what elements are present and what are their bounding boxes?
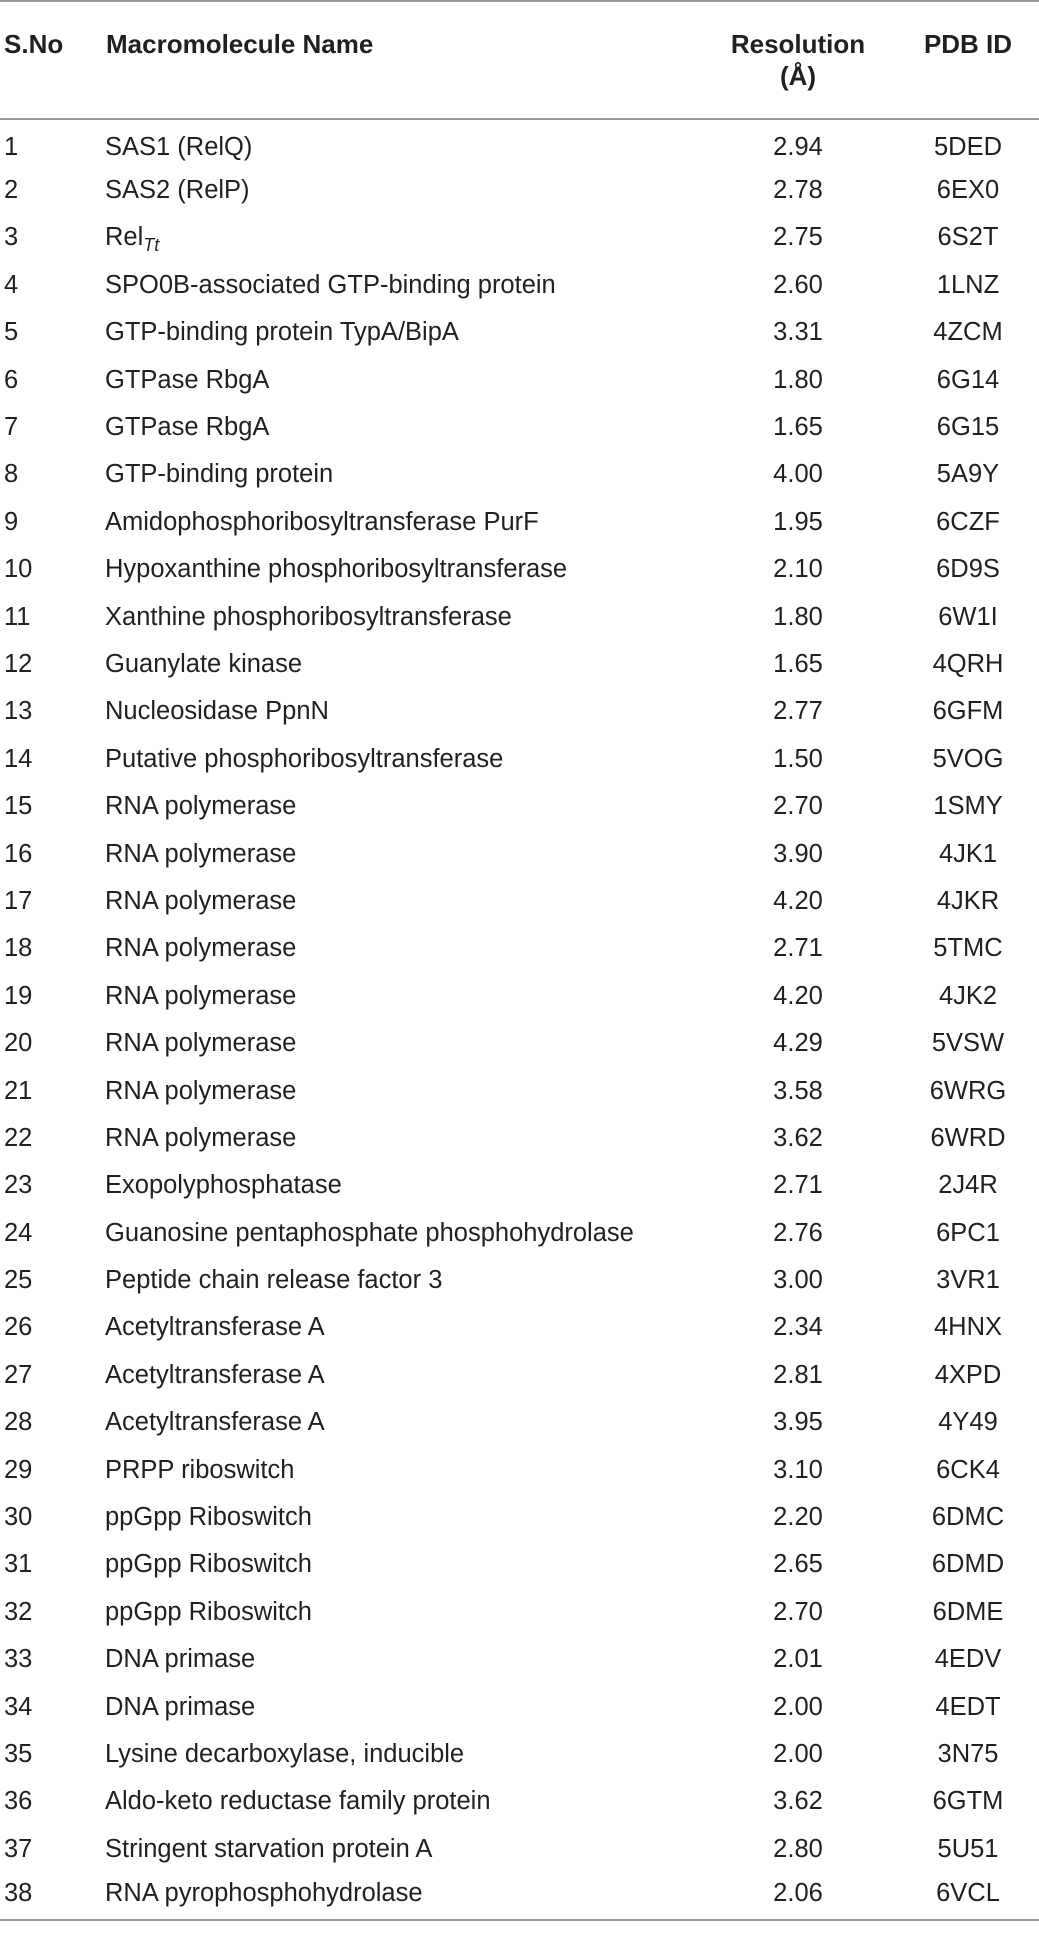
cell-sno: 22 (4, 1123, 33, 1152)
cell-name: ppGpp Riboswitch (105, 1503, 312, 1532)
cell-resolution: 1.65 (773, 649, 823, 678)
table-row (0, 166, 1039, 213)
cell-name-subscript: Tt (143, 235, 160, 256)
cell-sno: 31 (4, 1550, 33, 1579)
table-row (0, 640, 1039, 687)
cell-name: DNA primase (105, 1645, 256, 1674)
cell-sno: 6 (4, 365, 19, 394)
table-row (0, 1256, 1039, 1303)
cell-name: RNA polymerase (105, 839, 297, 868)
cell-name: SAS1 (RelQ) (105, 133, 253, 162)
cell-resolution: 2.00 (773, 1739, 823, 1768)
cell-name: Stringent starvation protein A (105, 1834, 433, 1863)
cell-sno: 5 (4, 318, 19, 347)
cell-sno: 33 (4, 1645, 33, 1674)
cell-sno: 36 (4, 1787, 33, 1816)
cell-name: GTPase RbgA (105, 365, 270, 394)
cell-pdb-id: 6GFM (932, 697, 1004, 726)
cell-name: GTPase RbgA (105, 413, 270, 442)
cell-name: Guanosine pentaphosphate phosphohydrolase (105, 1218, 634, 1247)
cell-sno: 20 (4, 1029, 33, 1058)
cell-name: Exopolyphosphatase (105, 1171, 342, 1200)
table-row (0, 1446, 1039, 1493)
cell-name: DNA primase (105, 1692, 256, 1721)
cell-name: GTP-binding protein (105, 460, 334, 489)
cell-name: RNA polymerase (105, 886, 297, 915)
cell-resolution: 3.58 (773, 1076, 823, 1105)
table-row (0, 1162, 1039, 1209)
cell-resolution: 2.70 (773, 792, 823, 821)
cell-name: Guanylate kinase (105, 649, 303, 678)
table-row (0, 1683, 1039, 1730)
cell-resolution: 3.62 (773, 1787, 823, 1816)
cell-sno: 17 (4, 886, 33, 915)
cell-sno: 13 (4, 697, 33, 726)
cell-name: Peptide chain release factor 3 (105, 1266, 443, 1295)
cell-name: RNA polymerase (105, 1123, 297, 1152)
cell-pdb-id: 6DMD (931, 1550, 1005, 1579)
cell-resolution: 2.71 (773, 934, 823, 963)
table-row (0, 309, 1039, 356)
cell-resolution: 3.31 (773, 318, 823, 347)
table-row (0, 1019, 1039, 1066)
cell-resolution: 1.95 (773, 507, 823, 536)
table-row (0, 925, 1039, 972)
cell-pdb-id: 6CK4 (936, 1455, 1000, 1484)
cell-pdb-id: 5TMC (933, 934, 1003, 963)
cell-resolution: 4.20 (773, 886, 823, 915)
cell-pdb-id: 1SMY (933, 792, 1003, 821)
table-row (0, 356, 1039, 403)
cell-sno: 11 (4, 602, 31, 631)
cell-resolution: 1.80 (773, 602, 823, 631)
cell-sno: 35 (4, 1739, 33, 1768)
cell-pdb-id: 6WRD (930, 1123, 1006, 1152)
cell-pdb-id: 6D9S (936, 555, 1000, 584)
cell-pdb-id: 6EX0 (936, 176, 1000, 205)
cell-sno: 38 (0, 1872, 105, 1919)
cell-sno: 2 (4, 176, 19, 205)
cell-resolution: 2.76 (773, 1218, 823, 1247)
cell-pdb-id: 6GTM (932, 1787, 1004, 1816)
cell-pdb-id: 4JKR (936, 886, 1000, 915)
cell-name: Acetyltransferase A (105, 1408, 325, 1437)
cell-name: RNA polymerase (105, 981, 297, 1010)
table-row (0, 1304, 1039, 1351)
cell-name: Putative phosphoribosyltransferase (105, 744, 504, 773)
cell-pdb-id: 4JK1 (938, 839, 998, 868)
table-row (0, 782, 1039, 829)
cell-name: GTP-binding protein TypA/BipA (105, 318, 459, 347)
cell-resolution: 2.10 (773, 555, 823, 584)
cell-name: RNA polymerase (105, 1076, 297, 1105)
cell-sno: 23 (4, 1171, 33, 1200)
cell-pdb-id: 6DME (932, 1597, 1004, 1626)
cell-pdb-id: 4QRH (932, 649, 1004, 678)
cell-pdb-id: 6S2T (937, 223, 999, 252)
table-row (0, 261, 1039, 308)
cell-name: PRPP riboswitch (105, 1455, 295, 1484)
table-body (0, 119, 1039, 1920)
cell-sno: 18 (4, 934, 33, 963)
cell-sno: 10 (4, 555, 33, 584)
cell-name: SAS2 (RelP) (105, 176, 250, 205)
table-row (0, 1493, 1039, 1540)
cell-pdb-id: 5A9Y (936, 460, 1000, 489)
cell-resolution: 1.50 (773, 744, 823, 773)
cell-resolution: 4.20 (773, 981, 823, 1010)
table-row (0, 214, 1039, 261)
cell-name: Lysine decarboxylase, inducible (105, 1739, 465, 1768)
cell-pdb-id: 4EDT (935, 1692, 1001, 1721)
cell-sno: 30 (4, 1503, 33, 1532)
cell-resolution: 2.78 (773, 176, 823, 205)
cell-resolution: 1.80 (773, 365, 823, 394)
cell-pdb-id: 4HNX (933, 1313, 1003, 1342)
cell-sno: 19 (4, 981, 33, 1010)
cell-resolution: 4.00 (773, 460, 823, 489)
cell-resolution: 3.62 (773, 1123, 823, 1152)
table-row (0, 972, 1039, 1019)
cell-pdb-id: 5DED (933, 133, 1003, 162)
table-row (0, 830, 1039, 877)
cell-sno: 16 (4, 839, 33, 868)
cell-pdb-id: 3VR1 (936, 1266, 1000, 1295)
cell-pdb-id: 5U51 (937, 1834, 999, 1863)
table-row (0, 877, 1039, 924)
header-sno: S.No (0, 1, 105, 119)
cell-resolution: 2.60 (773, 270, 823, 299)
cell-name-text: Rel (105, 223, 144, 252)
table-row (0, 498, 1039, 545)
cell-name (105, 214, 707, 261)
cell-sno: 9 (4, 507, 19, 536)
cell-resolution: 2.00 (773, 1692, 823, 1721)
cell-pdb-id: 4ZCM (933, 318, 1003, 347)
cell-sno: 25 (4, 1266, 33, 1295)
cell-pdb-id: 6G15 (936, 413, 1000, 442)
cell-resolution: 3.90 (773, 839, 823, 868)
cell-resolution: 3.95 (773, 1408, 823, 1437)
table-row (0, 688, 1039, 735)
cell-pdb-id: 2J4R (938, 1171, 998, 1200)
header-name: Macromolecule Name (105, 1, 707, 119)
cell-name: Acetyltransferase A (105, 1313, 325, 1342)
table-row (0, 735, 1039, 782)
cell-resolution: 1.65 (773, 413, 823, 442)
cell-name: Hypoxanthine phosphoribosyltransferase (105, 555, 568, 584)
cell-name: ppGpp Riboswitch (105, 1550, 312, 1579)
cell-resolution: 2.06 (707, 1872, 889, 1919)
table-row (0, 1872, 1039, 1919)
cell-pdb-id: 6PC1 (936, 1218, 1000, 1247)
cell-pdb-id: 1LNZ (936, 270, 1000, 299)
cell-sno: 21 (4, 1076, 33, 1105)
cell-name: RNA pyrophosphohydrolase (105, 1872, 707, 1919)
cell-pdb-id: 6G14 (936, 365, 1000, 394)
header-resolution-unit: (Å) (779, 61, 817, 91)
cell-resolution: 2.71 (773, 1171, 823, 1200)
cell-pdb-id: 5VOG (932, 744, 1004, 773)
table-row (0, 1730, 1039, 1777)
cell-pdb-id: 6DMC (931, 1503, 1005, 1532)
header-pdb: PDB ID (889, 1, 1039, 119)
header-resolution (707, 1, 889, 119)
cell-sno: 37 (4, 1834, 33, 1863)
cell-pdb-id: 6VCL (889, 1872, 1039, 1919)
table-row (0, 1209, 1039, 1256)
table-row (0, 1825, 1039, 1872)
table-row (0, 403, 1039, 450)
cell-pdb-id: 4EDV (934, 1645, 1002, 1674)
cell-name: ppGpp Riboswitch (105, 1597, 312, 1626)
table-row (0, 593, 1039, 640)
cell-sno: 34 (4, 1692, 33, 1721)
cell-sno: 4 (4, 270, 19, 299)
cell-sno: 15 (4, 792, 33, 821)
cell-resolution: 2.77 (773, 697, 823, 726)
cell-sno: 8 (4, 460, 19, 489)
cell-sno: 1 (4, 133, 19, 162)
table-row (0, 1588, 1039, 1635)
cell-pdb-id: 4Y49 (938, 1408, 998, 1437)
table-row (0, 1778, 1039, 1825)
cell-resolution: 2.75 (773, 223, 823, 252)
cell-resolution: 2.80 (773, 1834, 823, 1863)
cell-pdb-id: 4XPD (934, 1360, 1002, 1389)
cell-name: SPO0B-associated GTP-binding protein (105, 270, 556, 299)
table-row (0, 1351, 1039, 1398)
table-row (0, 1636, 1039, 1683)
cell-resolution: 2.65 (773, 1550, 823, 1579)
cell-sno: 29 (4, 1455, 33, 1484)
cell-pdb-id: 6W1I (938, 602, 998, 631)
table-row (0, 1067, 1039, 1114)
cell-pdb-id: 6WRG (929, 1076, 1007, 1105)
header-resolution-label: Resolution (730, 29, 866, 59)
cell-name: Aldo-keto reductase family protein (105, 1787, 491, 1816)
cell-name: Nucleosidase PpnN (105, 697, 329, 726)
table-row (0, 546, 1039, 593)
cell-resolution: 2.81 (773, 1360, 823, 1389)
cell-resolution: 3.00 (773, 1266, 823, 1295)
cell-resolution: 2.01 (773, 1645, 823, 1674)
cell-resolution: 2.70 (773, 1597, 823, 1626)
cell-name: RNA polymerase (105, 792, 297, 821)
table-row (0, 1114, 1039, 1161)
cell-resolution: 2.94 (773, 133, 823, 162)
cell-sno: 26 (4, 1313, 33, 1342)
cell-pdb-id: 5VSW (931, 1029, 1005, 1058)
table-row (0, 119, 1039, 166)
table-row (0, 451, 1039, 498)
cell-sno: 14 (4, 744, 33, 773)
cell-sno: 32 (4, 1597, 33, 1626)
cell-pdb-id: 4JK2 (938, 981, 998, 1010)
cell-resolution: 2.20 (773, 1503, 823, 1532)
cell-resolution: 4.29 (773, 1029, 823, 1058)
table-row (0, 1399, 1039, 1446)
cell-name: RNA polymerase (105, 934, 297, 963)
cell-sno: 27 (4, 1360, 33, 1389)
cell-sno: 28 (4, 1408, 33, 1437)
cell-name: RNA polymerase (105, 1029, 297, 1058)
cell-name: Acetyltransferase A (105, 1360, 325, 1389)
cell-sno: 24 (4, 1218, 33, 1247)
cell-sno: 7 (4, 413, 19, 442)
cell-resolution: 2.34 (773, 1313, 823, 1342)
table-header (0, 1, 1039, 119)
cell-sno: 3 (4, 223, 19, 252)
header-row (0, 1, 1039, 119)
table-row (0, 1541, 1039, 1588)
cell-name: Xanthine phosphoribosyltransferase (105, 602, 512, 631)
cell-pdb-id: 6CZF (936, 507, 1000, 536)
cell-name: Amidophosphoribosyltransferase PurF (105, 507, 539, 536)
cell-sno: 12 (4, 649, 33, 678)
cell-resolution: 3.10 (773, 1455, 823, 1484)
cell-pdb-id: 3N75 (937, 1739, 999, 1768)
